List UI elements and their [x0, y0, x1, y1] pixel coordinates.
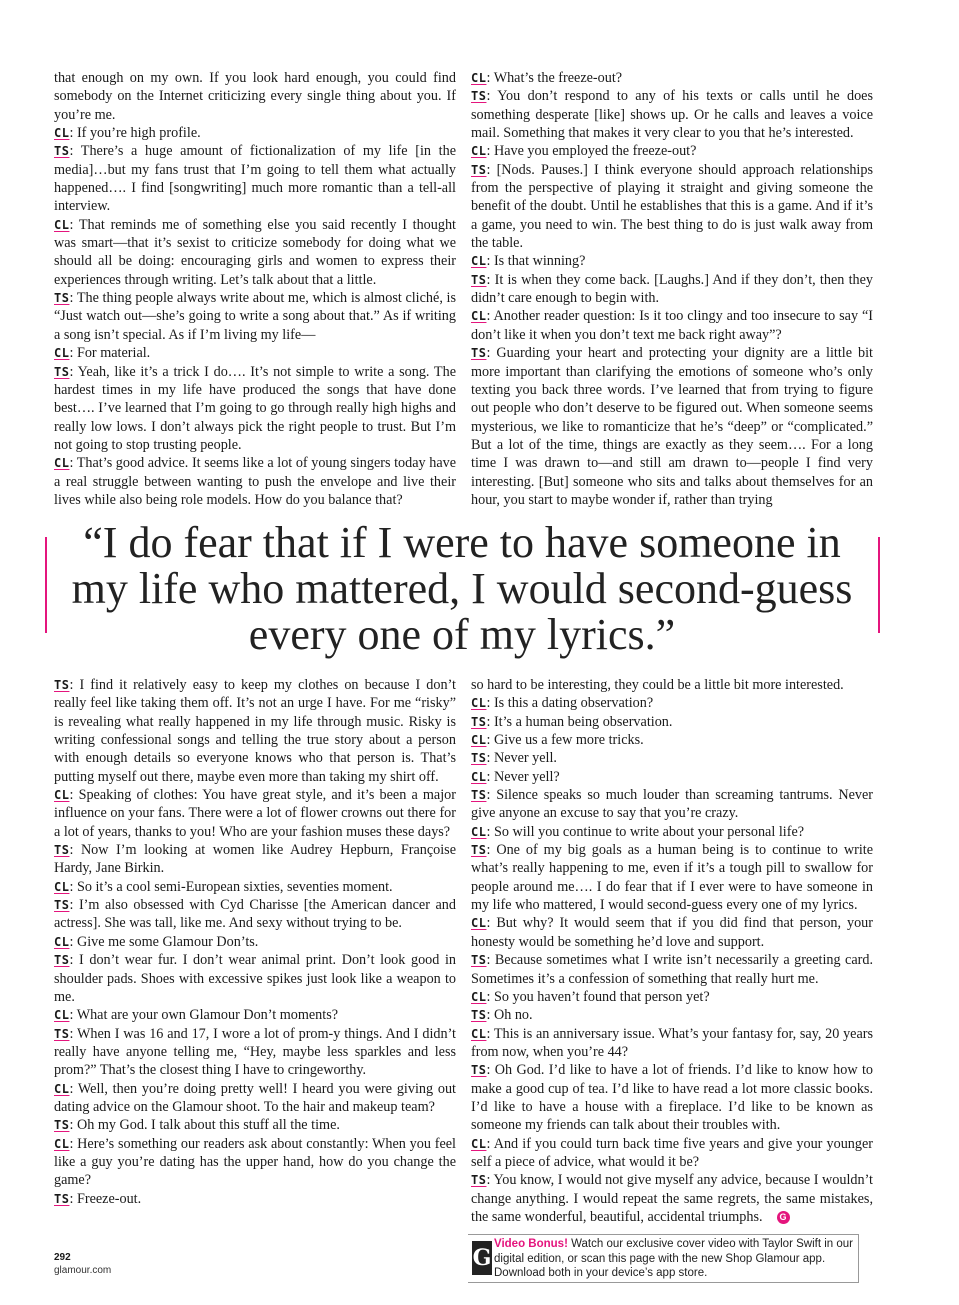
paragraph-text: You don’t respond to any of his texts or calls until he does something desperate [like] shows up. Or he calls and leaves a voice mail. Something that makes it very clear to you that he’s interested. [471, 88, 873, 142]
speaker-label: CL [471, 916, 487, 931]
speaker-label: CL [471, 254, 487, 269]
paragraph-text: So it’s a cool semi-European sixties, seventies moment. [76, 878, 393, 895]
interview-paragraph: TS: It is when they come back. [Laughs.] And if they don’t, then they didn’t care enough to begin with. [471, 271, 873, 307]
speaker-label: CL [54, 217, 70, 232]
speaker-label: TS [54, 898, 70, 913]
interview-paragraph: CL: Here’s something our readers ask about constantly: When you feel like a guy you’re dating has the upper hand, how do you change the game? [54, 1135, 456, 1189]
paragraph-text: For material. [76, 345, 151, 362]
interview-paragraph: CL: That’s good advice. It seems like a lot of young singers today have a real struggle between wanting to push the envelope and live their lives while also being role models. How do you balance that? [54, 455, 457, 508]
column-bottom-left [54, 676, 456, 1208]
paragraph-text: Here’s something our readers ask about constantly: When you feel like a guy you’re dating has the upper hand, how do you change the game? [54, 1135, 456, 1189]
speaker-label: TS [54, 144, 70, 159]
interview-paragraph: CL: But why? It would seem that if you did find that person, your honesty would be something he’d love and support. [471, 915, 873, 950]
paragraph-text: Never yell? [493, 768, 560, 785]
interview-paragraph: TS: You know, I would not give myself any advice, because I wouldn’t change anything. I would repeat the same regrets, the same mistakes, the same wonderful, beautiful, accidental triumphs. G [471, 1172, 873, 1225]
interview-paragraph: CL: So it’s a cool semi-European sixties, seventies moment. [54, 878, 393, 895]
speaker-label: TS [471, 843, 487, 858]
interview-paragraph: TS: Because sometimes what I write isn’t necessarily a greeting card. Sometimes it’s a confession of something that really hurt me. [471, 952, 873, 987]
speaker-label: TS [54, 291, 70, 306]
paragraph-text: Silence speaks so much louder than screaming tantrums. Never give anyone an excuse to say that you’re crazy. [471, 787, 873, 822]
video-bonus-box[interactable] [468, 1234, 859, 1283]
column-top-right [471, 69, 873, 509]
paragraph-text: Speaking of clothes: You have great style, and it’s been a major influence on your fans. There were a lot of flower crowns out there for a lot of years, thanks to you! Who are your fashion muses these days? [54, 787, 456, 840]
speaker-label: TS [54, 1026, 70, 1041]
interview-paragraph: TS: Silence speaks so much louder than screaming tantrums. Never give anyone an excuse to say that you’re crazy. [471, 787, 873, 822]
paragraph-text: Another reader question: Is it too clingy and too insecure to say “I don’t like it when you don’t text me back right away”? [471, 308, 873, 343]
interview-paragraph: CL: Give me some Glamour Don’ts. [54, 933, 259, 950]
interview-paragraph: TS: Oh no. [471, 1007, 533, 1024]
paragraph-text: That’s good advice. It seems like a lot of young singers today have a real struggle between wanting to push the envelope and live their lives while also being role models. How do you balance that? [54, 455, 457, 508]
interview-paragraph: TS: The thing people always write about me, which is almost cliché, is “Just watch out—she’s going to write a song about that.” As if writing a song isn’t special. As if I’m living my life— [54, 290, 456, 343]
speaker-label: CL [471, 733, 487, 748]
speaker-label: TS [54, 843, 70, 858]
speaker-label: CL [471, 1026, 487, 1041]
interview-paragraph: TS: When I was 16 and 17, I wore a lot of prom-y things. And I didn’t really have anyone telling me, “Hey, maybe less sparkles and less prom?” That’s the closest thing I have to cringeworthy. [54, 1025, 456, 1079]
speaker-label: TS [471, 162, 487, 177]
interview-paragraph: CL: That reminds me of something else you said recently I thought was smart—that it’s sexist to criticize somebody for doing what we should all be doing: encouraging girls and women to express their experiences through writing. Let’s talk about that a little. [54, 216, 456, 288]
speaker-label: CL [471, 824, 487, 839]
paragraph-text: I don’t wear fur. I don’t wear animal print. Don’t look good in shoulder pads. Shoes with excessive spikes just look like a weapon to me. [54, 952, 456, 1005]
interview-paragraph: TS: Oh God. I’d like to have a lot of friends. I’d like to know how to make a good cup of tea. I’d like to have read a lot more classic books. I’d like to have a house with a fireplace. I’d like to be known as someone my friends can talk about their troubles with. [471, 1062, 873, 1134]
interview-paragraph: CL: Is this a dating observation? [471, 695, 654, 712]
interview-paragraph: CL: Speaking of clothes: You have great style, and it’s been a major influence on your fans. There were a lot of flower crowns out there for a lot of years, thanks to you! Who are your fashion muses these days? [54, 787, 456, 840]
speaker-label: CL [471, 696, 487, 711]
speaker-label: CL [471, 144, 487, 159]
paragraph-text: When I was 16 and 17, I wore a lot of prom-y things. And I didn’t really have anyone telling me, “Hey, maybe less sparkles and less prom?” That’s the closest thing I have to cringeworthy. [54, 1025, 456, 1079]
paragraph-text: Give us a few more tricks. [493, 732, 644, 749]
interview-paragraph [54, 69, 456, 124]
paragraph-text: You know, I would not give myself any advice, because I wouldn’t change anything. I would repeat the same regrets, the same mistakes, the same wonderful, beautiful, accidental triumphs. [471, 1172, 873, 1225]
video-bonus-description: Watch our exclusive cover video with Taylor Swift in our digital edition, or scan this page with the new Shop Glamour app. Download both in your device’s app store. [494, 1238, 853, 1279]
interview-paragraph: CL: Is that winning? [471, 253, 586, 270]
paragraph-text: That reminds me of something else you said recently I thought was smart—that it’s sexist to criticize somebody for doing what we should all be doing: encouraging girls and women to express their experiences through writing. Let’s talk about that a little. [54, 216, 456, 288]
interview-paragraph: TS: I’m also obsessed with Cyd Charisse [the American dancer and actress]. She was tall, like me. And sexy without trying to be. [54, 897, 456, 932]
paragraph-text: So will you continue to write about your personal life? [493, 823, 805, 840]
paragraph-text: that enough on my own. If you look hard enough, you could find somebody on the Internet criticizing every single thing about you. If you’re me. [54, 70, 456, 123]
speaker-label: TS [54, 678, 70, 692]
video-bonus-label: Video Bonus! [494, 1238, 568, 1250]
speaker-label: TS [471, 714, 487, 729]
interview-paragraph: TS: Oh my God. I talk about this stuff all the time. [54, 1117, 340, 1134]
speaker-label: CL [471, 989, 487, 1004]
interview-paragraph: CL: And if you could turn back time five years and give your younger self a piece of advice, what would it be? [471, 1135, 873, 1170]
paragraph-text: [Nods. Pauses.] I think everyone should approach relationships from the perspective of playing it straight and giving someone the benefit of the doubt. Until he establishes that this is a game. And if it’s a game, you need to win. The best thing to do is just walk away from the table. [471, 161, 873, 252]
interview-paragraph: TS: There’s a huge amount of fictionalization of my life [in the media]…but my fans trust that I’m going to tell them what actually happened…. I find [songwriting] much more romantic than a tell-all interview. [54, 143, 456, 215]
speaker-label: TS [471, 788, 487, 803]
speaker-label: TS [471, 953, 487, 968]
interview-paragraph: TS: Now I’m looking at women like Audrey Hepburn, Françoise Hardy, Jane Birkin. [54, 842, 456, 877]
interview-paragraph: CL: What’s the freeze-out? [471, 70, 623, 86]
paragraph-text: Oh my God. I talk about this stuff all the time. [76, 1117, 340, 1134]
speaker-label: CL [54, 788, 70, 803]
speaker-label: TS [471, 272, 487, 287]
paragraph-text: Well, then you’re doing pretty well! I heard you were giving out dating advice on the Glamour shoot. To the hair and makeup team? [54, 1080, 456, 1115]
paragraph-text: What are your own Glamour Don’t moments? [76, 1007, 339, 1024]
paragraph-text: I find it relatively easy to keep my clothes on because I don’t really feel like taking them off. It’s not an urge I have. For me “risky” is revealing what really happened in my life through music. Risky is writing confessional songs and telling the true story about a person with enough details so everyone knows who that person is. That’s putting myself out there, maybe even more than taking my shirt off. [54, 677, 456, 785]
speaker-label: TS [54, 364, 70, 379]
site-url: glamour.com [54, 1265, 112, 1276]
interview-paragraph [471, 676, 873, 694]
paragraph-text: The thing people always write about me, which is almost cliché, is “Just watch out—she’s going to write a song about that.” As if writing a song isn’t special. As if I’m living my life— [54, 290, 456, 343]
speaker-label: CL [54, 1081, 70, 1096]
speaker-label: TS [54, 1191, 70, 1206]
speaker-label: CL [471, 71, 487, 85]
folio [54, 1252, 111, 1278]
interview-paragraph: CL: Another reader question: Is it too clingy and too insecure to say “I don’t like it when you don’t text me back right away”? [471, 308, 873, 343]
paragraph-text: Is this a dating observation? [493, 695, 654, 712]
interview-paragraph: TS: You don’t respond to any of his texts or calls until he does something desperate [like] shows up. Or he calls and leaves a voice mail. Something that makes it very clear to you that he’s interested. [471, 88, 873, 142]
speaker-label: CL [54, 1136, 70, 1151]
paragraph-text: So you haven’t found that person yet? [493, 988, 710, 1005]
paragraph-text: This is an anniversary issue. What’s your fantasy for, say, 20 years from now, when you’re 44? [471, 1025, 873, 1060]
speaker-label: TS [471, 751, 487, 766]
paragraph-text: Yeah, like it’s a trick I do…. It’s not simple to write a song. The hardest times in my life have produced the songs that have done best…. I’ve learned that I’m going to go through really high highs and really low lows. I don’t always pick the right people to trust. But I’m not going to stop trusting people. [54, 363, 456, 453]
speaker-label: CL [54, 1008, 70, 1023]
paragraph-text: What’s the freeze-out? [493, 70, 623, 86]
interview-paragraph: TS: One of my big goals as a human being is to continue to write what’s really happening to me, even if it’s a tough pill to swallow for people around me…. I do fear that if I ever were to have someone in my life who mattered, I would second-guess every one of my lyrics. [471, 842, 873, 914]
paragraph-text: Oh no. [493, 1007, 533, 1024]
paragraph-text: so hard to be interesting, they could be a little bit more interested. [471, 677, 844, 693]
speaker-label: CL [471, 309, 487, 324]
paragraph-text: Give me some Glamour Don’ts. [76, 933, 259, 950]
column-top-left [54, 69, 456, 509]
speaker-label: CL [54, 456, 70, 471]
interview-paragraph: CL: If you’re high profile. [54, 125, 201, 142]
interview-paragraph: CL: Give us a few more tricks. [471, 732, 644, 749]
paragraph-text: Have you employed the freeze-out? [493, 143, 697, 160]
speaker-label: TS [471, 1008, 487, 1023]
paragraph-text: There’s a huge amount of fictionalization of my life [in the media]…but my fans trust that I’m going to tell them what actually happened…. I find [songwriting] much more romantic than a tell-all interview. [54, 143, 456, 215]
speaker-label: CL [471, 1136, 487, 1151]
interview-paragraph: TS: Yeah, like it’s a trick I do…. It’s not simple to write a song. The hardest times in my life have produced the songs that have done best…. I’ve learned that I’m going to go through really high highs and really low lows. I don’t always pick the right people to trust. But I’m not going to stop trusting people. [54, 363, 456, 453]
paragraph-text: It is when they come back. [Laughs.] And if they don’t, then they didn’t care enough to begin with. [471, 271, 873, 307]
speaker-label: TS [471, 1173, 487, 1188]
column-bottom-right [471, 676, 873, 1226]
interview-paragraph: CL: Have you employed the freeze-out? [471, 143, 697, 160]
interview-paragraph: CL: So will you continue to write about your personal life? [471, 823, 805, 840]
interview-paragraph: TS: [Nods. Pauses.] I think everyone should approach relationships from the perspective of playing it straight and giving someone the benefit of the doubt. Until he establishes that this is a game. And if it’s a game, you need to win. The best thing to do is just walk away from the table. [471, 161, 873, 252]
paragraph-text: One of my big goals as a human being is to continue to write what’s really happening to me, even if it’s a tough pill to swallow for people around me…. I do fear that if I ever were to have someone in my life who mattered, I would second-guess every one of my lyrics. [471, 842, 873, 914]
interview-paragraph: CL: What are your own Glamour Don’t moments? [54, 1007, 339, 1024]
paragraph-text: Freeze-out. [76, 1190, 142, 1207]
interview-paragraph: CL: For material. [54, 345, 151, 362]
interview-paragraph: TS: Never yell. [471, 750, 557, 767]
speaker-label: CL [54, 934, 70, 949]
paragraph-text: And if you could turn back time five years and give your younger self a piece of advice, what would it be? [471, 1135, 873, 1170]
speaker-label: TS [471, 346, 487, 361]
paragraph-text: I’m also obsessed with Cyd Charisse [the American dancer and actress]. She was tall, like me. And sexy without trying to be. [54, 897, 456, 932]
pull-quote: “I do fear that if I were to have someone in my life who mattered, I would second-guess every one of my lyrics.” [71, 518, 853, 659]
paragraph-text: Oh God. I’d like to have a lot of friends. I’d like to know how to make a good cup of tea. I’d like to have read a lot more classic books. I’d like to have a house with a fireplace. I’d like to be known as someone my friends can talk about their troubles with. [471, 1062, 873, 1134]
paragraph-text: Now I’m looking at women like Audrey Hepburn, Françoise Hardy, Jane Birkin. [54, 842, 456, 877]
speaker-label: CL [54, 879, 70, 894]
speaker-label: TS [54, 1118, 70, 1133]
paragraph-text: Guarding your heart and protecting your dignity are a little bit more important than clarifying the emotions of someone who’s only texting you back three words. I’ve learned that from trying to figure out people who don’t deserve to be figured out. When someone seems mysterious, we like to romanticize that he’s “deep” or “complicated.” But a lot of the time, things are exactly as they seem…. For a long time I was drawn to—and still am drawn to—people I find very interesting. [But] someone who sits and talks about themselves for an hour, you start to maybe wonder if, rather than trying [471, 345, 873, 508]
interview-paragraph: TS: It’s a human being observation. [471, 713, 673, 730]
paragraph-text: If you’re high profile. [76, 125, 201, 142]
paragraph-text: But why? It would seem that if you did find that person, your honesty would be something he’d love and support. [471, 915, 873, 950]
speaker-label: CL [54, 126, 70, 141]
end-mark-icon: G [777, 1211, 790, 1224]
interview-paragraph: CL: Never yell? [471, 768, 560, 785]
interview-paragraph: TS: I don’t wear fur. I don’t wear animal print. Don’t look good in shoulder pads. Shoes with excessive spikes just look like a weapon to me. [54, 952, 456, 1005]
video-bonus-text [494, 1237, 856, 1281]
paragraph-text: Is that winning? [493, 253, 586, 270]
speaker-label: TS [471, 89, 487, 104]
interview-paragraph: CL: This is an anniversary issue. What’s your fantasy for, say, 20 years from now, when you’re 44? [471, 1025, 873, 1060]
paragraph-text: Because sometimes what I write isn’t necessarily a greeting card. Sometimes it’s a confession of something that really hurt me. [471, 952, 873, 987]
speaker-label: CL [471, 769, 487, 784]
speaker-label: TS [471, 1063, 487, 1078]
paragraph-text: Never yell. [493, 750, 557, 767]
interview-paragraph: TS: Guarding your heart and protecting your dignity are a little bit more important than clarifying the emotions of someone who’s only texting you back three words. I’ve learned that from trying to figure out people who don’t deserve to be figured out. When someone seems mysterious, we like to romanticize that he’s “deep” or “complicated.” But a lot of the time, things are exactly as they seem…. For a long time I was drawn to—and still am drawn to—people I find very interesting. [But] someone who sits and talks about themselves for an hour, you start to maybe wonder if, rather than trying [471, 345, 873, 508]
page-number: 292 [54, 1252, 71, 1263]
pull-quote-bar-left [45, 537, 47, 633]
speaker-label: CL [54, 346, 70, 361]
interview-paragraph: TS: I find it relatively easy to keep my clothes on because I don’t really feel like taking them off. It’s not an urge I have. For me “risky” is revealing what really happened in my life through music. Risky is writing confessional songs and telling the true story about a person with enough details so everyone knows who that person is. That’s putting myself out there, maybe even more than taking my shirt off. [54, 677, 456, 785]
interview-paragraph: CL: So you haven’t found that person yet? [471, 988, 710, 1005]
pull-quote-bar-right [878, 537, 880, 633]
interview-paragraph: TS: Freeze-out. [54, 1190, 142, 1207]
paragraph-text: It’s a human being observation. [493, 713, 673, 730]
interview-paragraph: CL: Well, then you’re doing pretty well! I heard you were giving out dating advice on the Glamour shoot. To the hair and makeup team? [54, 1080, 456, 1115]
glamour-g-icon: G [472, 1241, 492, 1275]
speaker-label: TS [54, 953, 70, 968]
